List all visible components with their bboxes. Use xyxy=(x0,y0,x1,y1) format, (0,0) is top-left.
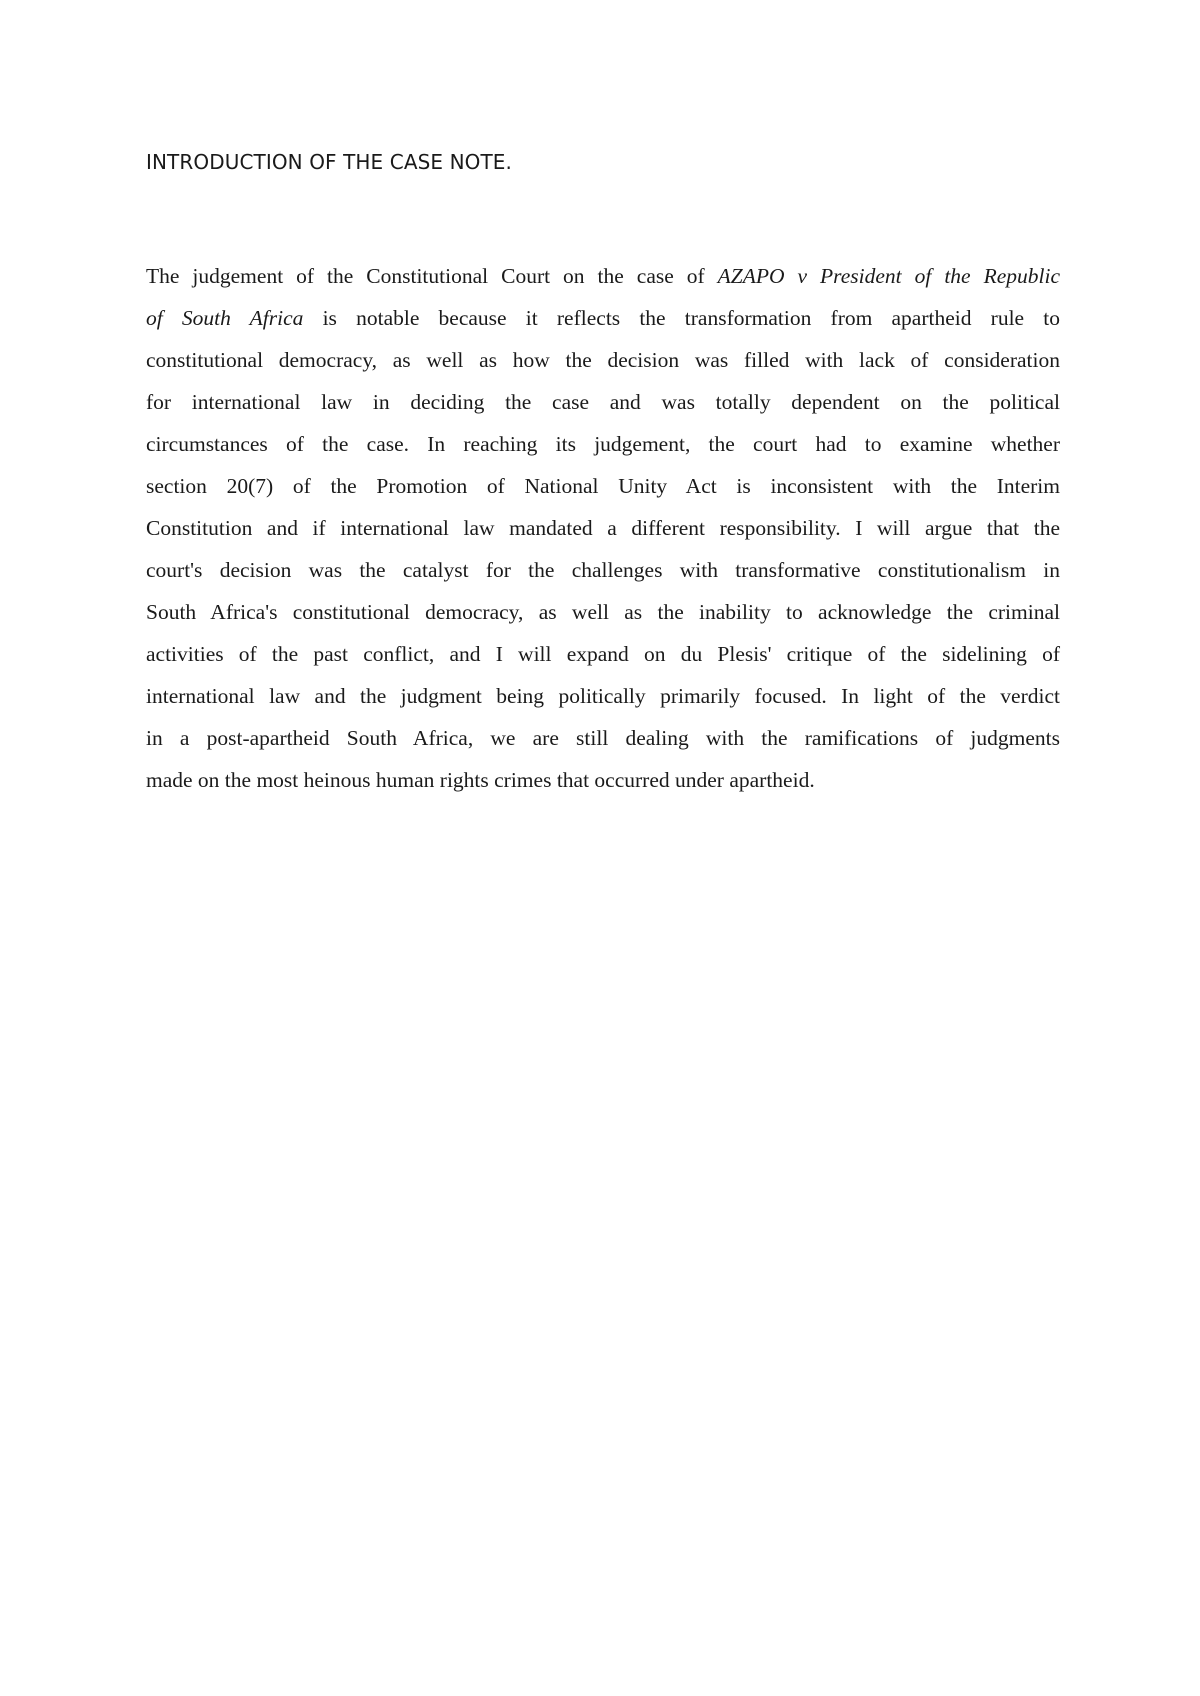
paragraph-line xyxy=(146,549,1060,591)
paragraph-line xyxy=(146,381,1060,423)
paragraph-line xyxy=(146,339,1060,381)
paragraph-line xyxy=(146,465,1060,507)
line-text: constitutional democracy, as well as how the decision was filled with lack of consideration xyxy=(146,348,1060,372)
paragraph-line xyxy=(146,633,1060,675)
paragraph-line xyxy=(146,717,1060,759)
line-text: South Africa's constitutional democracy, as well as the inability to acknowledge the criminal xyxy=(146,600,1060,624)
line-text: circumstances of the case. In reaching its judgement, the court had to examine whether xyxy=(146,432,1060,456)
line-text: court's decision was the catalyst for the challenges with transformative constitutionalism in xyxy=(146,558,1060,582)
line-text: is notable because it reflects the transformation from apartheid rule to xyxy=(303,306,1060,330)
paragraph-line xyxy=(146,507,1060,549)
line-text: made on the most heinous human rights crimes that occurred under apartheid. xyxy=(146,768,815,792)
paragraph-line xyxy=(146,675,1060,717)
line-text: Constitution and if international law mandated a different responsibility. I will argue that the xyxy=(146,516,1060,540)
line-text: section 20(7) of the Promotion of National Unity Act is inconsistent with the Interim xyxy=(146,474,1060,498)
line-text: activities of the past conflict, and I will expand on du Plesis' critique of the sidelining of xyxy=(146,642,1060,666)
paragraph-line xyxy=(146,423,1060,465)
paragraph-line xyxy=(146,759,1060,801)
paragraph-line xyxy=(146,255,1060,297)
body-paragraph xyxy=(146,255,1060,801)
line-text: for international law in deciding the case and was totally dependent on the political xyxy=(146,390,1060,414)
section-heading: INTRODUCTION OF THE CASE NOTE. xyxy=(146,150,512,174)
line-text: international law and the judgment being politically primarily focused. In light of the verdict xyxy=(146,684,1060,708)
case-name-italic: of South Africa xyxy=(146,306,304,330)
line-text: in a post-apartheid South Africa, we are still dealing with the ramifications of judgments xyxy=(146,726,1060,750)
line-text: The judgement of the Constitutional Court on the case of xyxy=(146,264,718,288)
case-name-italic: AZAPO v President of the Republic xyxy=(717,264,1060,288)
paragraph-line xyxy=(146,297,1060,339)
paragraph-line xyxy=(146,591,1060,633)
